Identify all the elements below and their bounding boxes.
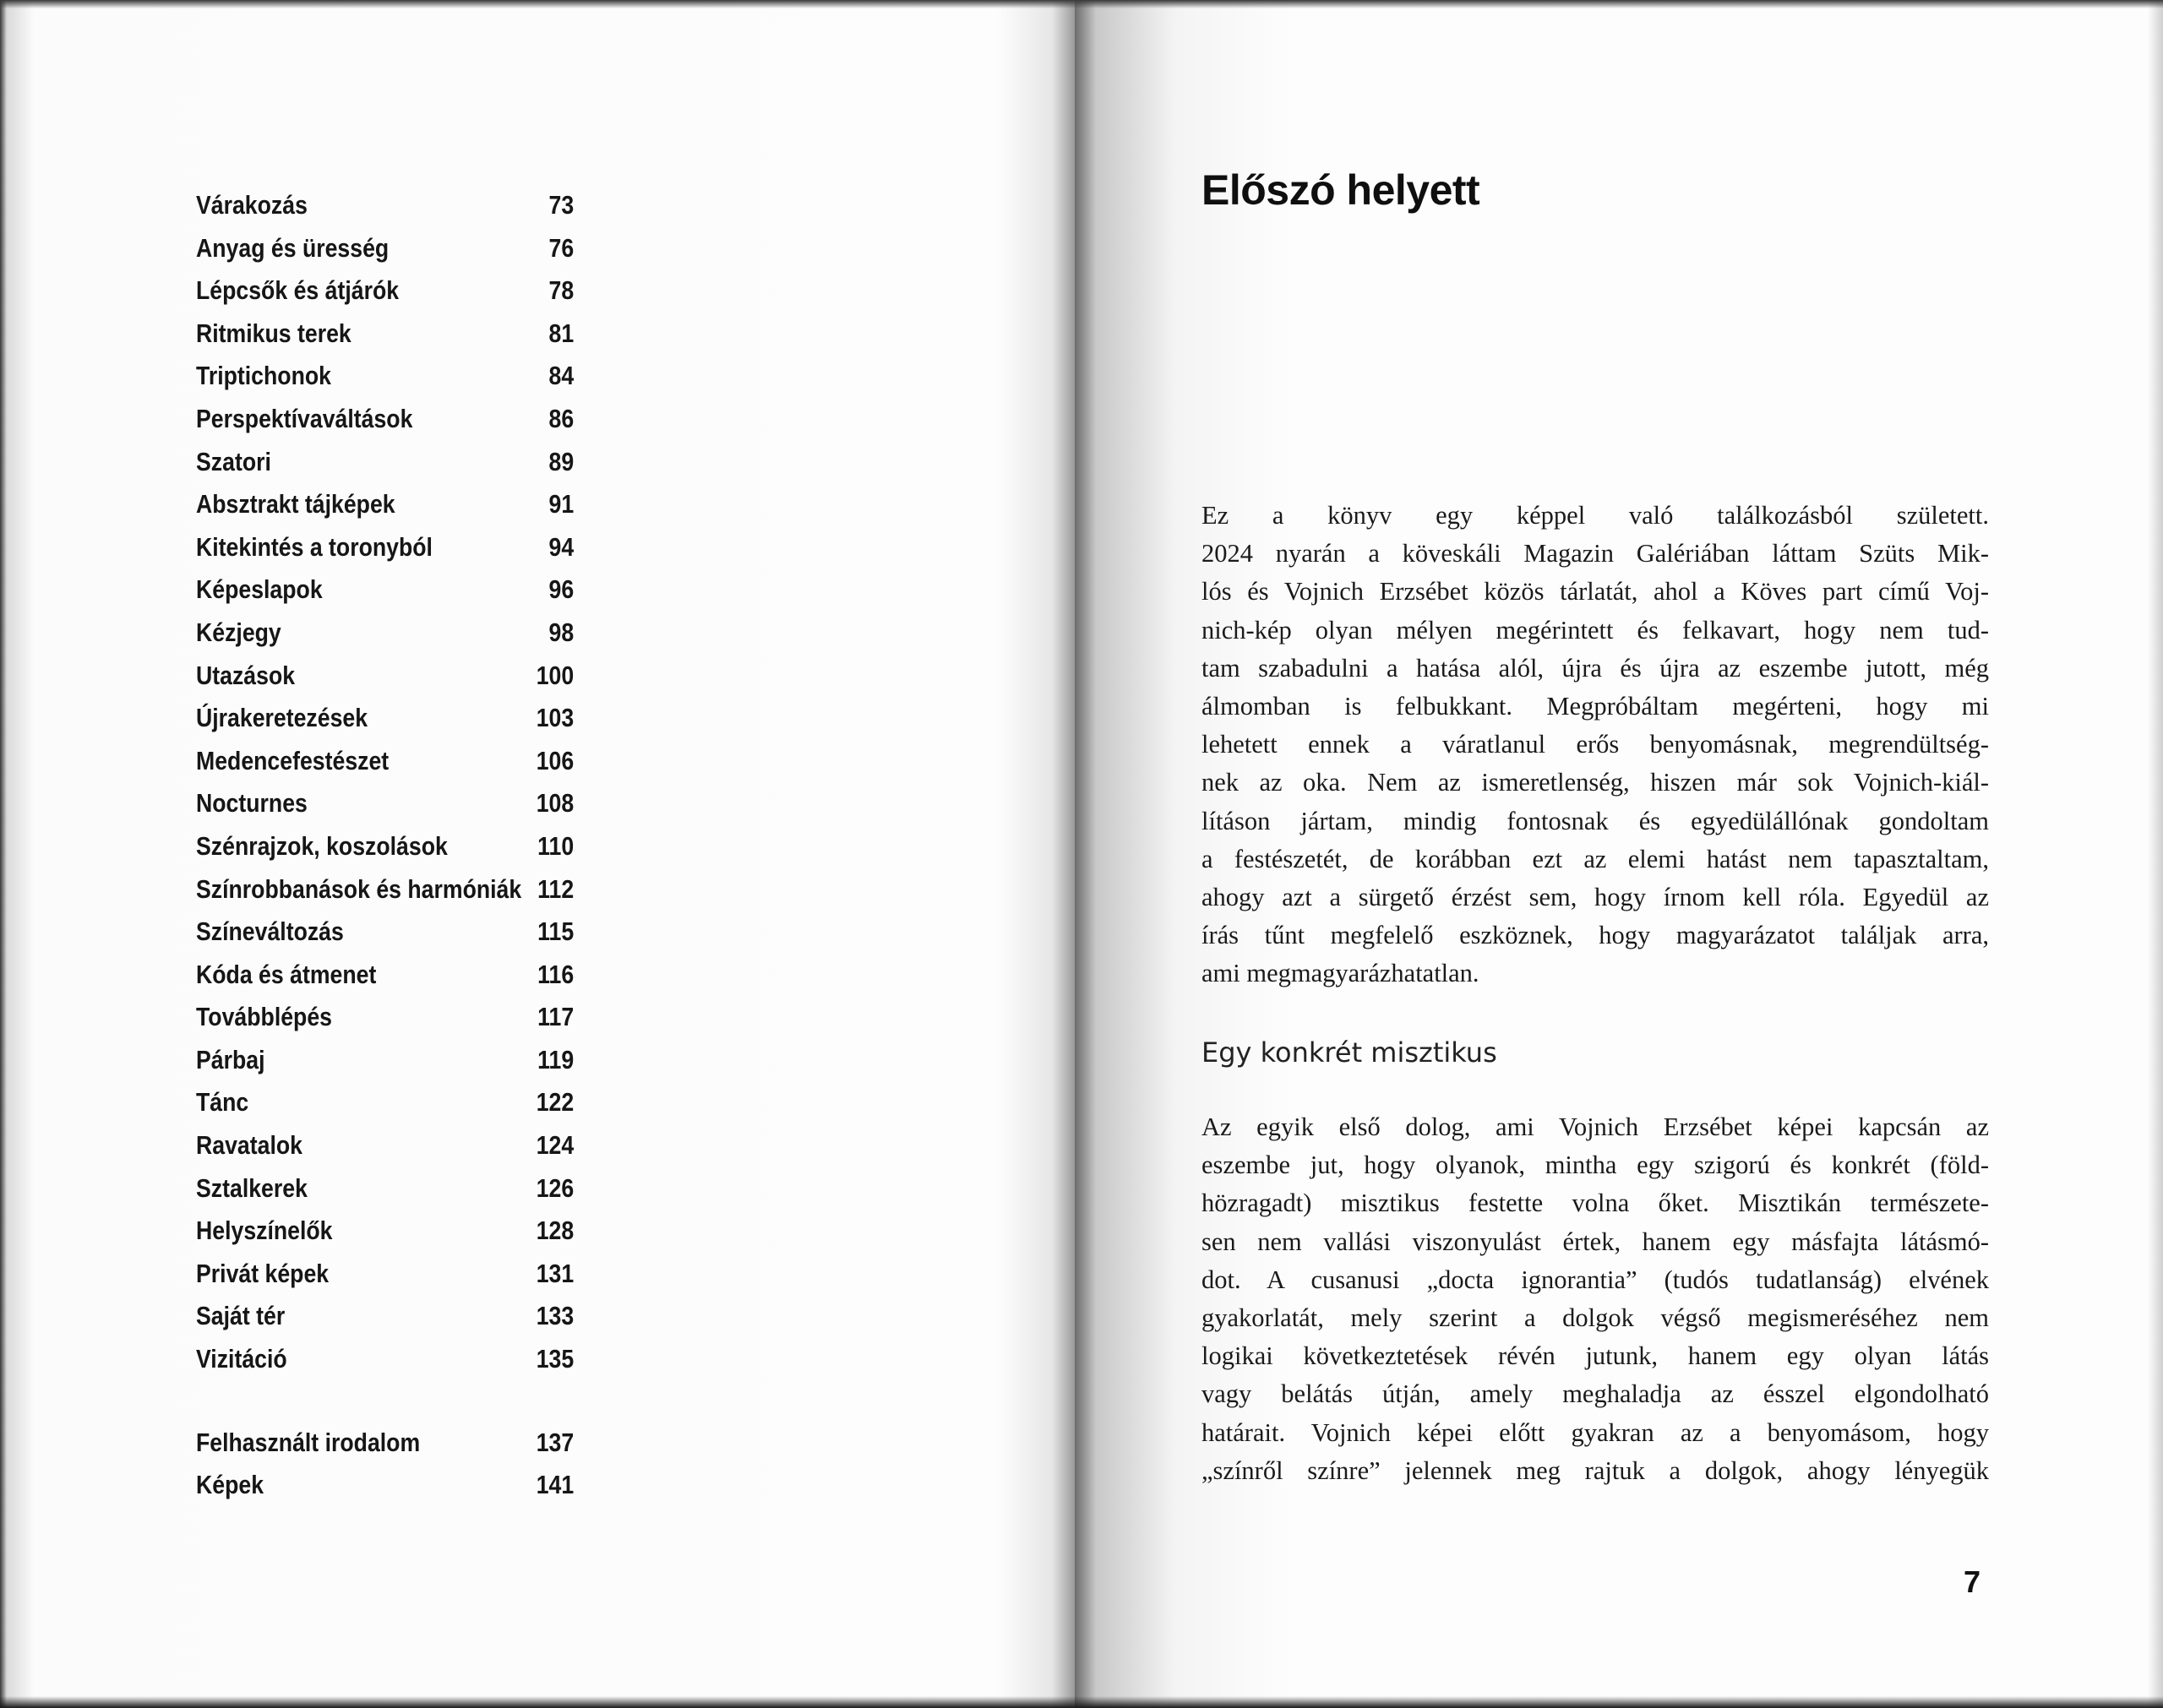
text-line: tam szabadulni a hatása alól, újra és újra az eszembe jutott, még: [1201, 653, 1989, 683]
toc-entry-title: Triptichonok: [196, 361, 331, 391]
toc-entry-page: 91: [548, 489, 575, 519]
toc-main-list: [196, 184, 635, 1381]
text-line: álmomban is felbukkant. Megpróbáltam megérteni, hogy mi: [1201, 691, 1989, 721]
toc-entry-page: 141: [536, 1470, 575, 1500]
toc-entry: [196, 697, 574, 740]
toc-entry-page: 103: [536, 703, 575, 733]
toc-appendix-list: [196, 1422, 635, 1507]
text-line: Az egyik első dolog, ami Vojnich Erzsébet képei kapcsán az: [1201, 1112, 1989, 1141]
toc-entry-page: 106: [536, 745, 575, 775]
text-line: lehetett ennek a váratlanul erős benyomásnak, megrendültség-: [1201, 730, 1989, 759]
toc-entry-title: Ravatalok: [196, 1130, 302, 1161]
toc-entry: [196, 1081, 574, 1124]
text-line: nek az oka. Nem az ismeretlenség, hiszen már sok Vojnich-kiál-: [1201, 768, 1989, 797]
toc-entry: [196, 782, 574, 825]
toc-entry-page: 116: [537, 959, 575, 989]
toc-entry-page: 84: [548, 361, 575, 391]
toc-entry-page: 89: [548, 446, 575, 476]
toc-entry-page: 94: [548, 531, 575, 562]
text-line: logikai következtetések révén jutunk, hanem egy olyan látás: [1201, 1341, 1989, 1371]
toc-entry-title: Színrobbanások és harmóniák: [196, 873, 522, 904]
toc-entry-title: Várakozás: [196, 190, 308, 220]
toc-entry-page: 133: [536, 1301, 575, 1331]
toc-entry-title: Színeváltozás: [196, 917, 344, 947]
toc-entry: [196, 1464, 574, 1507]
toc-entry-title: Medencefestészet: [196, 745, 390, 775]
toc-entry-title: Tánc: [196, 1087, 249, 1118]
toc-entry-page: 122: [536, 1087, 575, 1118]
toc-entry-title: Párbaj: [196, 1044, 265, 1074]
toc-entry-page: 124: [536, 1130, 575, 1161]
toc-entry: [196, 868, 574, 911]
text-line: nich-kép olyan mélyen megérintett és felkavart, hogy nem tud-: [1201, 615, 1989, 645]
toc-entry-page: 128: [536, 1216, 575, 1246]
toc-entry-page: 115: [537, 917, 575, 947]
chapter-title: Előszó helyett: [1201, 166, 1480, 214]
toc-entry: [196, 655, 574, 698]
toc-entry-title: Vizitáció: [196, 1344, 287, 1374]
toc-entry-page: 96: [548, 574, 575, 605]
toc-entry-page: 73: [548, 190, 575, 220]
toc-entry-title: Szénrajzok, koszolások: [196, 830, 448, 861]
toc-entry-page: 137: [536, 1427, 575, 1457]
toc-entry-title: Ritmikus terek: [196, 318, 351, 348]
toc-entry-page: 78: [548, 275, 575, 306]
toc-entry-title: Saját tér: [196, 1301, 286, 1331]
toc-entry-title: Továbblépés: [196, 1002, 332, 1032]
text-line: Ez a könyv egy képpel való találkozásból született.: [1201, 501, 1989, 530]
text-line: gyakorlatát, mely szerint a dolgok végső megismeréséhez nem: [1201, 1303, 1989, 1332]
toc-entry: [196, 1253, 574, 1296]
toc-entry: [196, 184, 574, 227]
toc-entry-page: 126: [536, 1172, 575, 1203]
toc-entry-title: Helyszínelők: [196, 1216, 333, 1246]
paragraph-1: [1201, 497, 1989, 993]
toc-gap: [196, 1381, 635, 1422]
text-line: 2024 nyarán a köveskáli Magazin Galériában láttam Szüts Mik-: [1201, 539, 1989, 568]
toc-entry-title: Szatori: [196, 446, 271, 476]
table-of-contents: [196, 184, 635, 1507]
toc-entry: [196, 483, 574, 526]
toc-entry-title: Nocturnes: [196, 788, 308, 819]
text-line: ahogy azt a sürgető érzést sem, hogy írnom kell róla. Egyedül az: [1201, 882, 1989, 911]
left-page: [0, 0, 1075, 1708]
text-line: eszembe jut, hogy olyanok, mintha egy szigorú és konkrét (föld-: [1201, 1150, 1989, 1180]
toc-entry-title: Képeslapok: [196, 574, 323, 605]
toc-entry: [196, 825, 574, 868]
toc-entry: [196, 1295, 574, 1338]
toc-entry-title: Privát képek: [196, 1258, 330, 1288]
section-subheading: Egy konkrét misztikus: [1201, 1036, 1497, 1069]
toc-entry-title: Utazások: [196, 660, 296, 690]
text-line: sen nem vallási viszonyulást értek, hanem egy másfajta látásmó-: [1201, 1227, 1989, 1256]
toc-entry: [196, 1338, 574, 1381]
toc-entry: [196, 1124, 574, 1167]
page-number: 7: [1964, 1564, 1981, 1599]
text-line: dot. A cusanusi „docta ignorantia” (tudós tudatlanság) elvének: [1201, 1265, 1989, 1294]
toc-entry-page: 86: [548, 403, 575, 433]
toc-entry: [196, 526, 574, 569]
toc-entry-title: Lépcsők és átjárók: [196, 275, 400, 306]
toc-entry-title: Újrakeretezések: [196, 703, 368, 733]
toc-entry: [196, 568, 574, 612]
text-line: a festészetét, de korábban ezt az elemi hatást nem tapasztaltam,: [1201, 844, 1989, 873]
toc-entry-title: Kitekintés a toronyból: [196, 531, 433, 562]
scan-top-edge: [0, 0, 2163, 8]
toc-entry: [196, 612, 574, 655]
toc-entry-page: 108: [536, 788, 575, 819]
toc-entry-page: 117: [537, 1002, 575, 1032]
toc-entry-title: Absztrakt tájképek: [196, 489, 395, 519]
toc-entry-page: 131: [536, 1258, 575, 1288]
text-line: lításon jártam, mindig fontosnak és egyedülállónak gondoltam: [1201, 806, 1989, 835]
toc-entry: [196, 398, 574, 441]
toc-entry: [196, 1039, 574, 1082]
toc-entry-title: Képek: [196, 1470, 264, 1500]
toc-entry: [196, 740, 574, 783]
toc-entry: [196, 227, 574, 270]
toc-entry-page: 135: [536, 1344, 575, 1374]
toc-entry-page: 112: [537, 873, 575, 904]
toc-entry: [196, 269, 574, 313]
toc-entry-page: 119: [537, 1044, 575, 1074]
text-line: vagy belátás útján, amely meghaladja az ésszel elgondolható: [1201, 1379, 1989, 1409]
toc-entry-title: Kézjegy: [196, 617, 281, 647]
toc-entry-title: Kóda és átmenet: [196, 959, 377, 989]
text-line: hözragadt) misztikus festette volna őket. Misztikán természete-: [1201, 1189, 1989, 1218]
scan-bottom-edge: [0, 1696, 2163, 1708]
toc-entry-title: Sztalkerek: [196, 1172, 308, 1203]
toc-entry-title: Felhasznált irodalom: [196, 1427, 421, 1457]
toc-entry-page: 100: [536, 660, 575, 690]
toc-entry-page: 110: [537, 830, 575, 861]
text-line: lós és Vojnich Erzsébet közös tárlatát, ahol a Köves part című Voj-: [1201, 577, 1989, 607]
toc-entry: [196, 313, 574, 356]
toc-entry: [196, 996, 574, 1039]
toc-entry: [196, 911, 574, 954]
text-line: írás tűnt megfelelő eszköznek, hogy magyarázatot találjak arra,: [1201, 921, 1989, 950]
toc-entry-page: 81: [548, 318, 575, 348]
toc-entry-page: 98: [548, 617, 575, 647]
toc-entry: [196, 441, 574, 484]
toc-entry: [196, 1210, 574, 1253]
text-line: „színről színre” jelennek meg rajtuk a dolgok, ahogy lényegük: [1201, 1455, 1989, 1485]
toc-entry-title: Anyag és üresség: [196, 232, 390, 263]
toc-entry: [196, 355, 574, 398]
toc-entry: [196, 1422, 574, 1465]
toc-entry: [196, 1167, 574, 1210]
paragraph-2: [1201, 1108, 1989, 1490]
toc-entry-title: Perspektívaváltások: [196, 403, 413, 433]
toc-entry: [196, 954, 574, 997]
text-line: ami megmagyarázhatatlan.: [1201, 959, 1479, 988]
text-line: határait. Vojnich képei előtt gyakran az a benyomásom, hogy: [1201, 1417, 1989, 1447]
toc-entry-page: 76: [548, 232, 575, 263]
